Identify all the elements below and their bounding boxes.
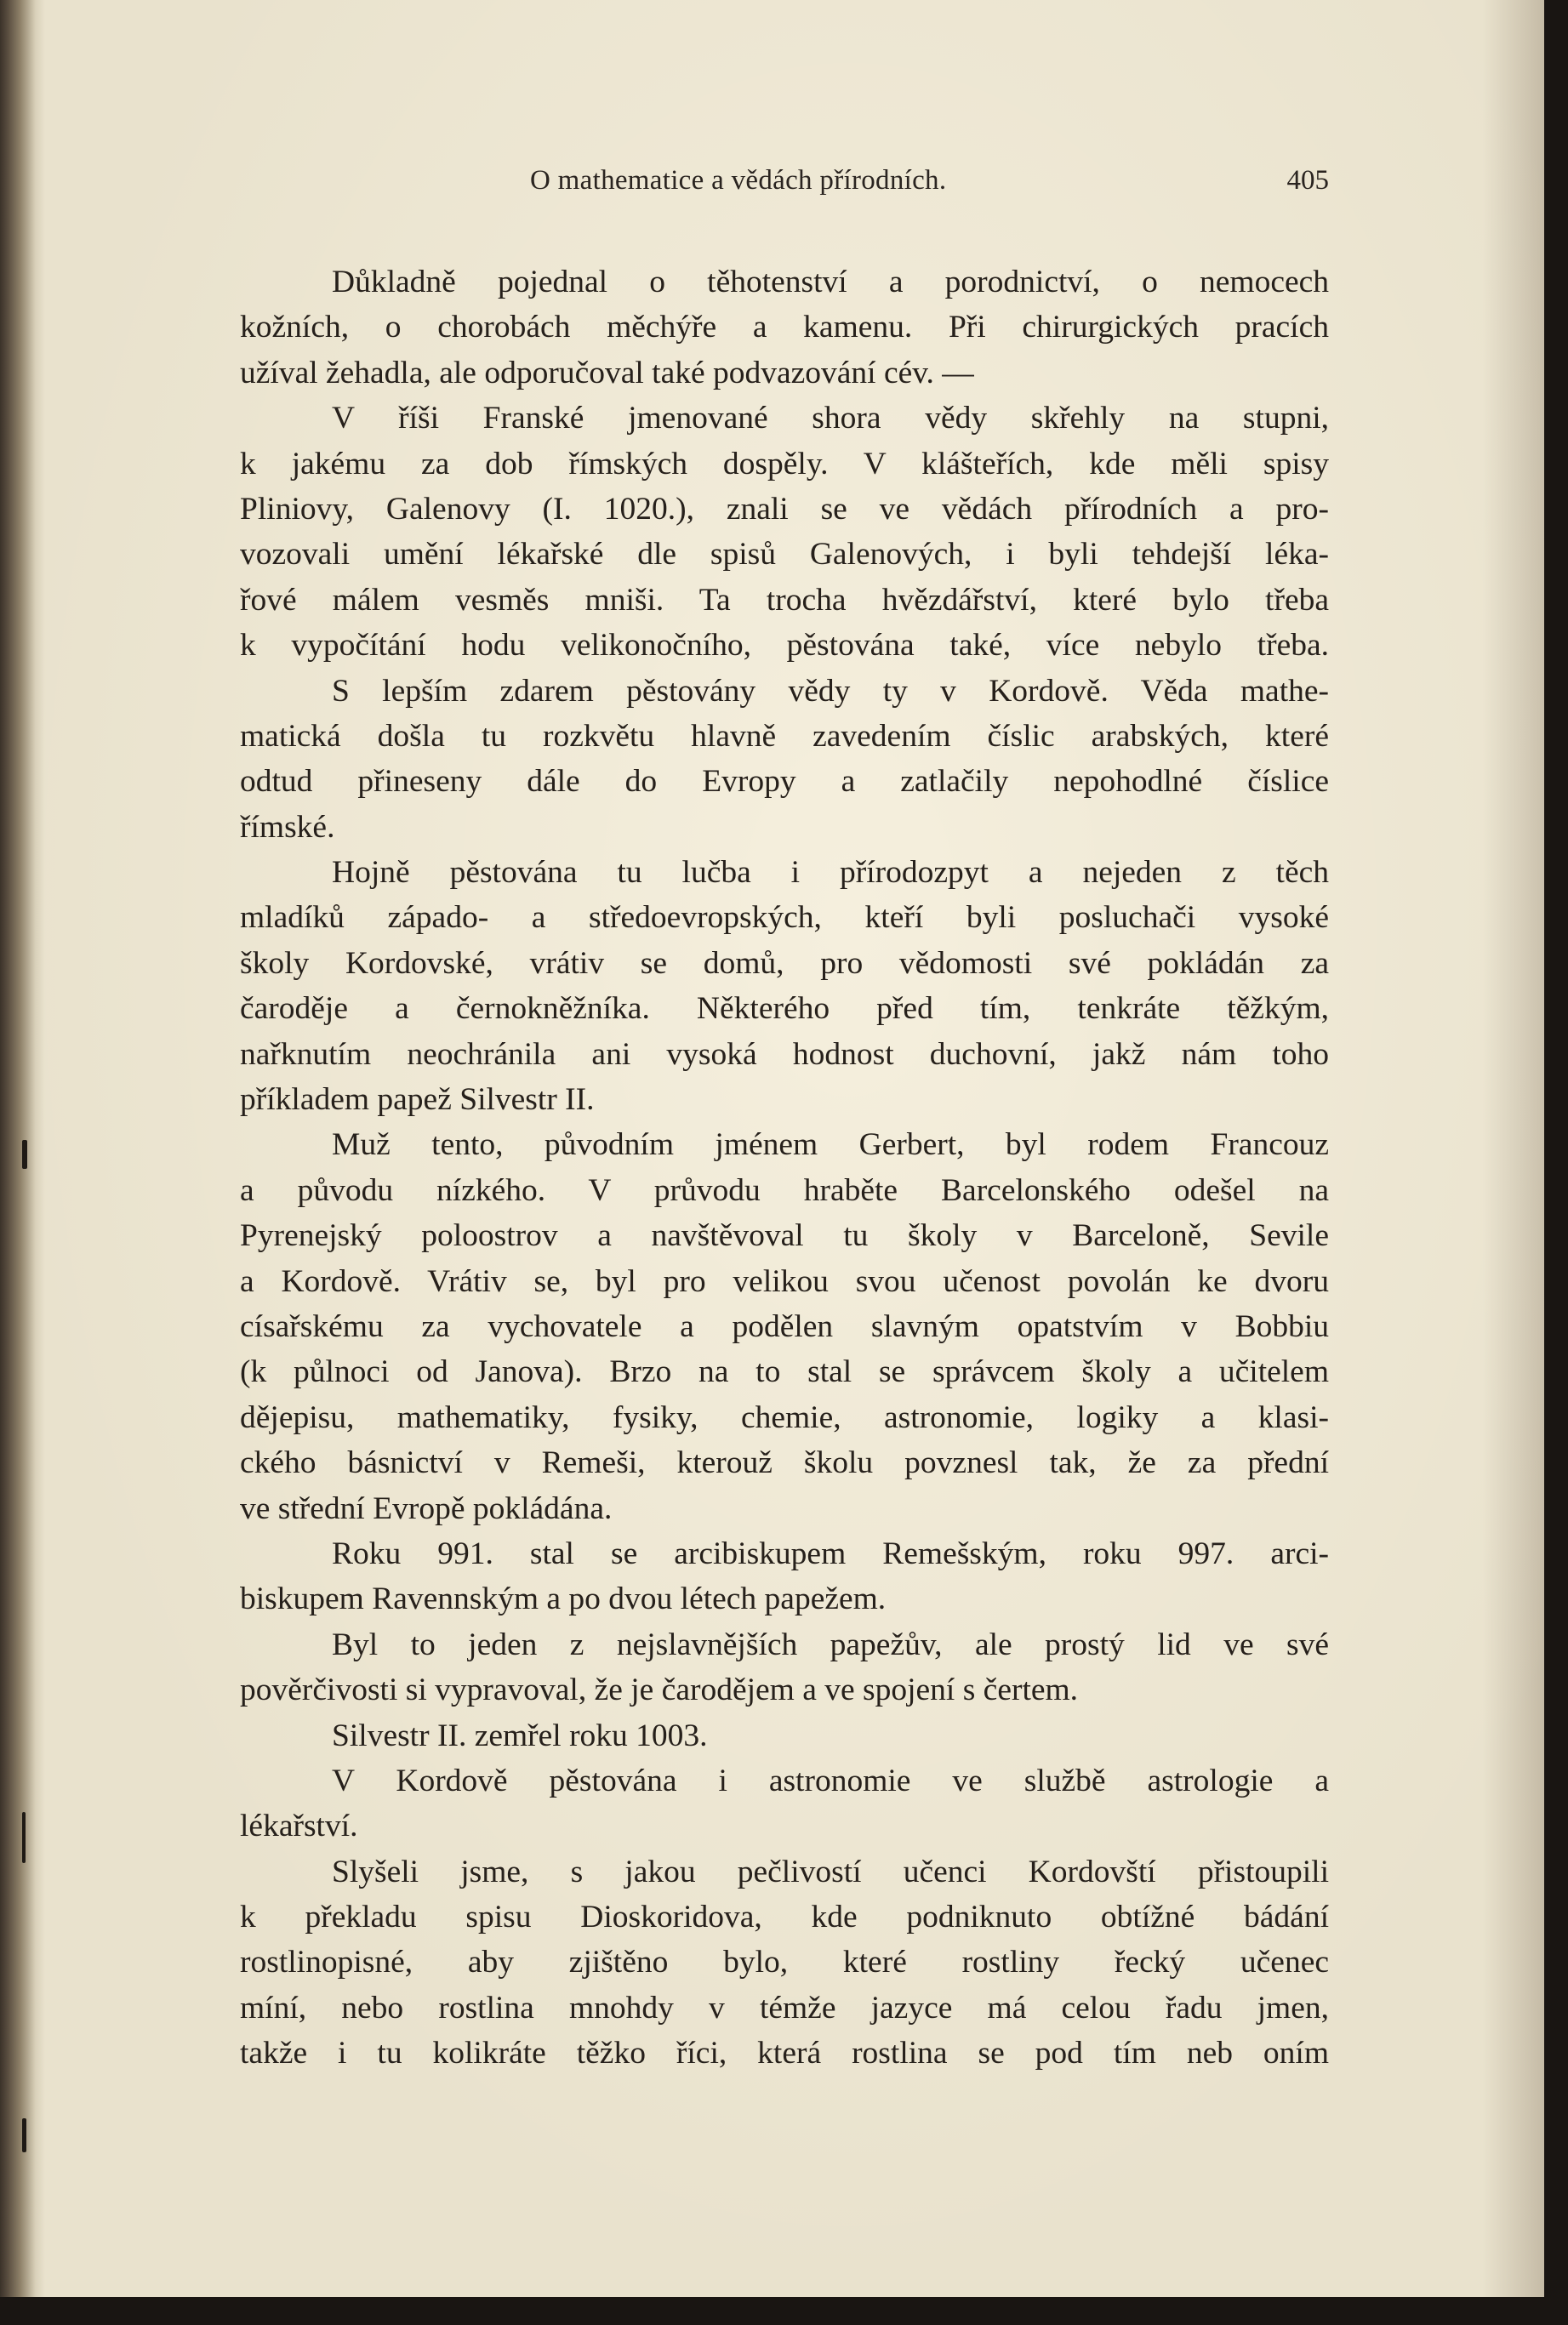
text-line: Slyšeli jsme, s jakou pečlivostí učenci Kordovští přistoupili [332,1854,1329,1889]
text-line: pověrčivosti si vypravoval, že je čarodějem a ve spojení s čertem. [240,1673,1079,1708]
text-line: příkladem papež Silvestr II. [240,1082,595,1118]
text-line: odtud přineseny dále do Evropy a zatlačily nepohodlné číslice [240,764,1329,800]
text-line: Roku 991. stal se arcibiskupem Remešským, roku 997. arci- [332,1536,1329,1571]
text-line: k jakému za dob římských dospěly. V klášteřích, kde měli spisy [240,446,1329,482]
text-line: kožních, o chorobách měchýře a kamenu. Při chirurgických pracích [240,310,1329,345]
text-line: čaroděje a černokněžníka. Některého před tím, tenkráte těžkým, [240,991,1329,1027]
text-line: Byl to jeden z nejslavnějších papežův, ale prostý lid ve své [332,1627,1329,1662]
text-line: matická došla tu rozkvětu hlavně zavedením číslic arabských, které [240,718,1329,754]
text-line: V Kordově pěstována i astronomie ve službě astrologie a [332,1763,1329,1798]
text-line: římské. [240,809,335,845]
text-line: nařknutím neochránila ani vysoká hodnost duchovní, jakž nám toho [240,1036,1329,1072]
text-line: Důkladně pojednal o těhotenství a porodnictví, o nemocech [332,265,1329,299]
text-line: ckého básnictví v Remeši, kterouž školu povznesl tak, že za přední [240,1445,1329,1481]
running-title: O mathematice a vědách přírodních. [530,165,947,196]
text-line: užíval žehadla, ale odporučoval také podvazování cév. — [240,355,974,390]
text-line: a původu nízkého. V průvodu hraběte Barcelonského odešel na [240,1172,1329,1208]
text-line: řové málem vesměs mniši. Ta trocha hvězdářství, které bylo třeba [240,582,1329,618]
text-line: S lepším zdarem pěstovány vědy ty v Kordově. Věda mathe- [332,673,1329,709]
text-line: (k půlnoci od Janova). Brzo na to stal se správcem školy a učitelem [240,1354,1329,1390]
text-line: mladíků západo- a středoevropských, kteří byli posluchači vysoké [240,900,1329,936]
text-line: rostlinopisné, aby zjištěno bylo, které rostliny řecký učenec [240,1945,1329,1980]
text-line: školy Kordovské, vrátiv se domů, pro vědomosti své pokládán za [240,945,1329,981]
text-line: k vypočítání hodu velikonočního, pěstována také, více nebylo třeba. [240,628,1329,664]
page-number: 405 [1286,165,1329,196]
text-line: Hojně pěstována tu lučba i přírodozpyt a nejeden z těch [332,855,1329,891]
gutter-ink-mark [22,1812,26,1863]
gutter-ink-mark [22,1140,27,1169]
body-text [240,259,1329,2077]
text-line: a Kordově. Vrátiv se, byl pro velikou svou učenost povolán ke dvoru [240,1263,1329,1299]
text-line: Pyrenejský poloostrov a navštěvoval tu školy v Barceloně, Sevile [240,1218,1329,1254]
text-line: Silvestr II. zemřel roku 1003. [332,1718,708,1753]
text-line: lékařství. [240,1809,358,1844]
text-line: Pliniovy, Galenovy (I. 1020.), znali se ve vědách přírodních a pro- [240,491,1329,527]
text-line: císařskému za vychovatele a podělen slavným opatstvím v Bobbiu [240,1308,1329,1344]
text-line: k překladu spisu Dioskoridova, kde podniknuto obtížné bádání [240,1900,1329,1935]
text-line: takže i tu kolikráte těžko říci, která rostlina se pod tím neb oním [240,2036,1329,2071]
text-line: V říši Franské jmenované shora vědy skřehly na stupni, [332,401,1329,436]
text-line: Muž tento, původním jménem Gerbert, byl rodem Francouz [332,1127,1329,1163]
scan-background-right [1544,0,1568,2325]
gutter-ink-mark [22,2118,26,2152]
text-line: míní, nebo rostlina mnohdy v témže jazyce má celou řadu jmen, [240,1990,1329,2026]
text-line: vozovali umění lékařské dle spisů Galenových, i byli tehdejší léka- [240,537,1329,573]
text-line: dějepisu, mathematiky, fysiky, chemie, astronomie, logiky a klasi- [240,1399,1329,1435]
scan-background-bottom [0,2297,1568,2325]
text-line: ve střední Evropě pokládána. [240,1490,613,1526]
page-header [240,165,1329,216]
text-line: biskupem Ravennským a po dvou létech papežem. [240,1581,887,1617]
